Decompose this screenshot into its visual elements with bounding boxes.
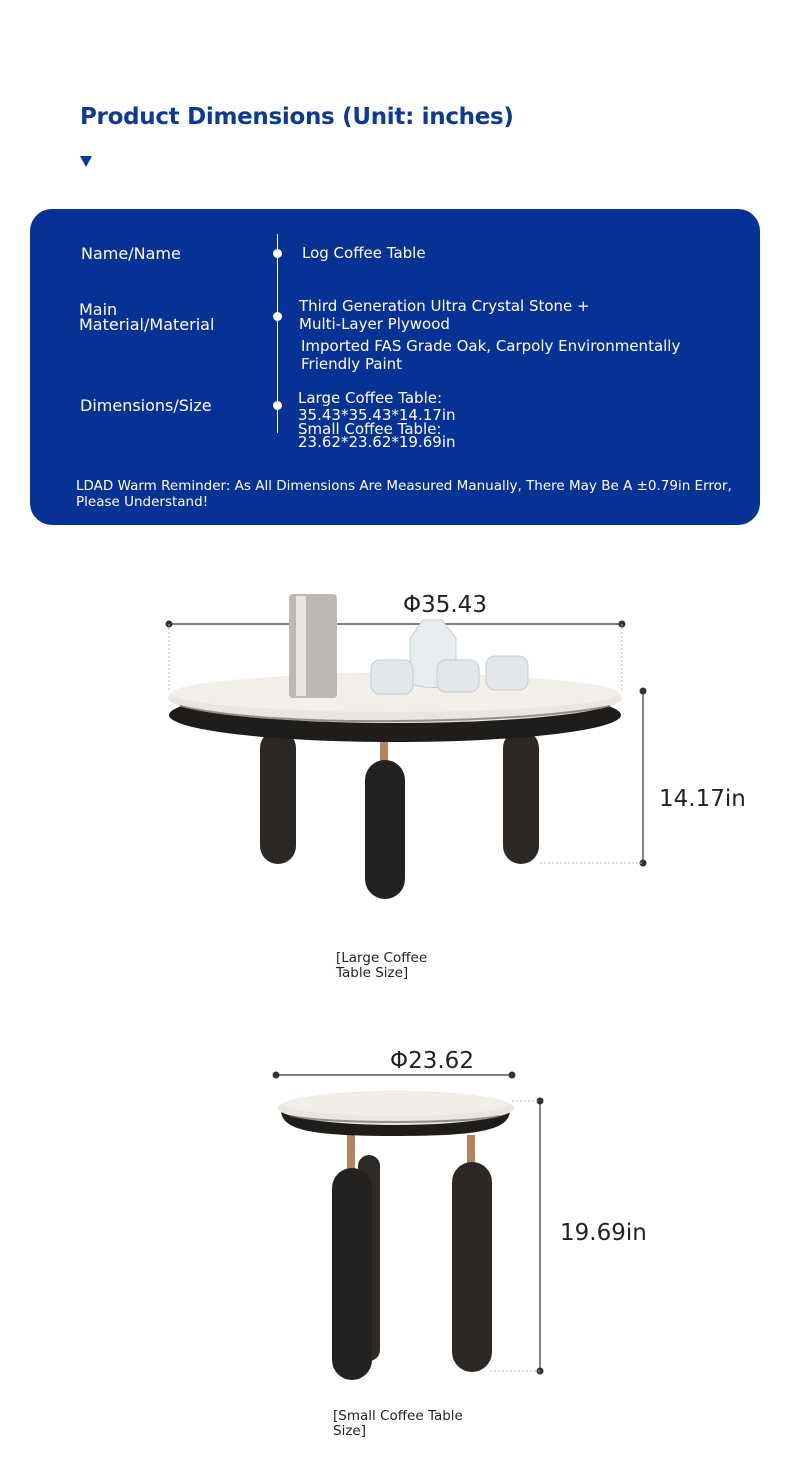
reminder-line1: LDAD Warm Reminder: As All Dimensions Are Measured Manually, There May Be A ±0.79in Error, [76, 478, 732, 494]
warm-reminder [76, 478, 736, 510]
small-diameter-label: Φ23.62 [390, 1048, 474, 1074]
bullet-dot [273, 249, 282, 258]
small-table-caption [333, 1409, 463, 1439]
caret-down-icon [80, 156, 92, 167]
large-caption-line1: [Large Coffee [336, 950, 428, 966]
large-caption-line2: Table Size] [336, 965, 409, 981]
spec-panel [30, 209, 760, 525]
large-height-label: 14.17in [659, 786, 746, 812]
glass-cup [486, 656, 528, 690]
small-size-line2: 23.62*23.62*19.69in [298, 433, 456, 451]
small-size-line1: Small Coffee Table: [298, 420, 442, 438]
large-coffee-table-figure [0, 580, 790, 920]
dimensions-label: Dimensions/Size [80, 396, 212, 415]
material-value-1-line2: Multi-Layer Plywood [299, 315, 450, 333]
dimension-dot [273, 1072, 280, 1079]
name-label: Name/Name [81, 244, 181, 263]
material-value-2-line2: Friendly Paint [301, 355, 403, 373]
dimension-dot [509, 1072, 516, 1079]
bullet-dot [273, 312, 282, 321]
glass-cup [437, 660, 479, 692]
table-leg [260, 730, 296, 864]
bullet-dot [273, 401, 282, 410]
name-value: Log Coffee Table [302, 244, 426, 262]
material-value-1-line1: Third Generation Ultra Crystal Stone + [299, 297, 590, 315]
dimension-dot [640, 688, 647, 695]
large-diameter-label: Φ35.43 [403, 592, 487, 618]
material-value-2-line1: Imported FAS Grade Oak, Carpoly Environmentally [301, 337, 681, 355]
large-size-line1: Large Coffee Table: [298, 389, 443, 407]
small-height-label: 19.69in [560, 1220, 647, 1246]
table-leg [503, 730, 539, 864]
large-size-line2: 35.43*35.43*14.17in [298, 406, 456, 424]
page-title: Product Dimensions (Unit: inches) [80, 104, 514, 130]
material-label-line1: Main [79, 300, 118, 319]
reminder-line2: Please Understand! [76, 494, 209, 510]
table-leg [365, 760, 405, 899]
glass-cup [371, 660, 413, 694]
table-leg [332, 1168, 372, 1380]
large-table-caption [336, 951, 427, 981]
small-caption-line2: Size] [333, 1423, 366, 1439]
material-label-line2: Material/Material [79, 315, 215, 334]
table-leg [452, 1162, 492, 1372]
small-caption-line1: [Small Coffee Table [333, 1408, 463, 1424]
small-coffee-table-figure [0, 1040, 790, 1390]
